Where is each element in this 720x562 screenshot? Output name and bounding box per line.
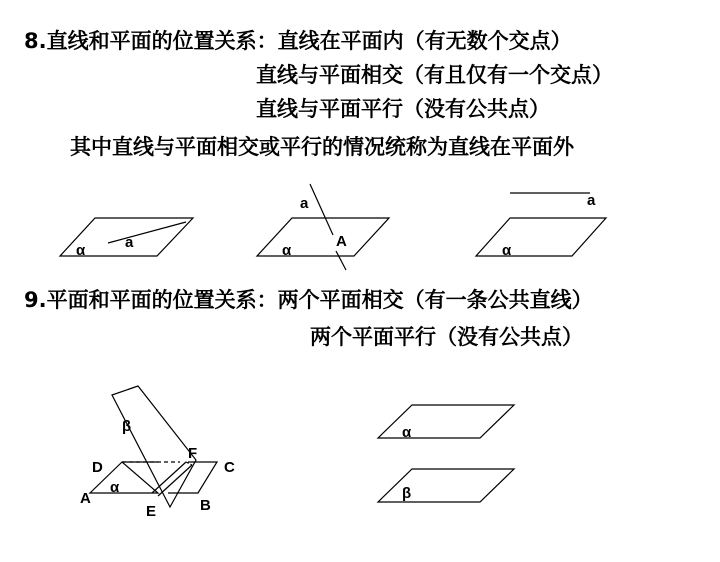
fig2-a-label: a — [300, 195, 309, 212]
fig3-a-label: a — [587, 192, 596, 209]
point-A-label: A — [80, 490, 91, 507]
fig2-line-lower — [336, 251, 346, 270]
section8-parallel-line: 直线与平面平行（没有公共点） — [256, 97, 550, 121]
fig2-line-upper — [310, 184, 333, 235]
parallel-beta-label: β — [402, 485, 412, 502]
point-C-label: C — [224, 459, 235, 476]
section8-intersect-line: 直线与平面相交（有且仅有一个交点） — [256, 63, 613, 87]
point-B-label: B — [200, 497, 211, 514]
fig1-line — [108, 222, 186, 243]
fig3-alpha-label: α — [502, 242, 512, 259]
section8-heading: 8.直线和平面的位置关系：直线在平面内（有无数个交点） — [24, 29, 572, 53]
point-F-label: F — [188, 445, 198, 462]
fig3-plane — [476, 218, 606, 256]
point-E-label: E — [146, 503, 157, 520]
point-D-label: D — [92, 459, 103, 476]
fig1-alpha-label: α — [76, 242, 86, 259]
section9-parallel-line: 两个平面平行（没有公共点） — [310, 325, 583, 349]
fig2-plane — [257, 218, 389, 256]
intersection-line-ef-2 — [158, 465, 192, 496]
section8-summary-line: 其中直线与平面相交或平行的情况统称为直线在平面外 — [70, 135, 574, 159]
intersect-beta-label: β — [122, 418, 132, 435]
parallel-alpha-label: α — [402, 424, 412, 441]
fig2-alpha-label: α — [282, 242, 292, 259]
fig2-A-label: A — [336, 233, 347, 250]
parallel-plane-lower — [378, 469, 514, 502]
intersect-alpha-label: α — [110, 479, 120, 496]
section9-heading: 9.平面和平面的位置关系：两个平面相交（有一条公共直线） — [24, 288, 593, 312]
parallel-plane-upper — [378, 405, 514, 438]
fig1-a-label: a — [125, 234, 134, 251]
